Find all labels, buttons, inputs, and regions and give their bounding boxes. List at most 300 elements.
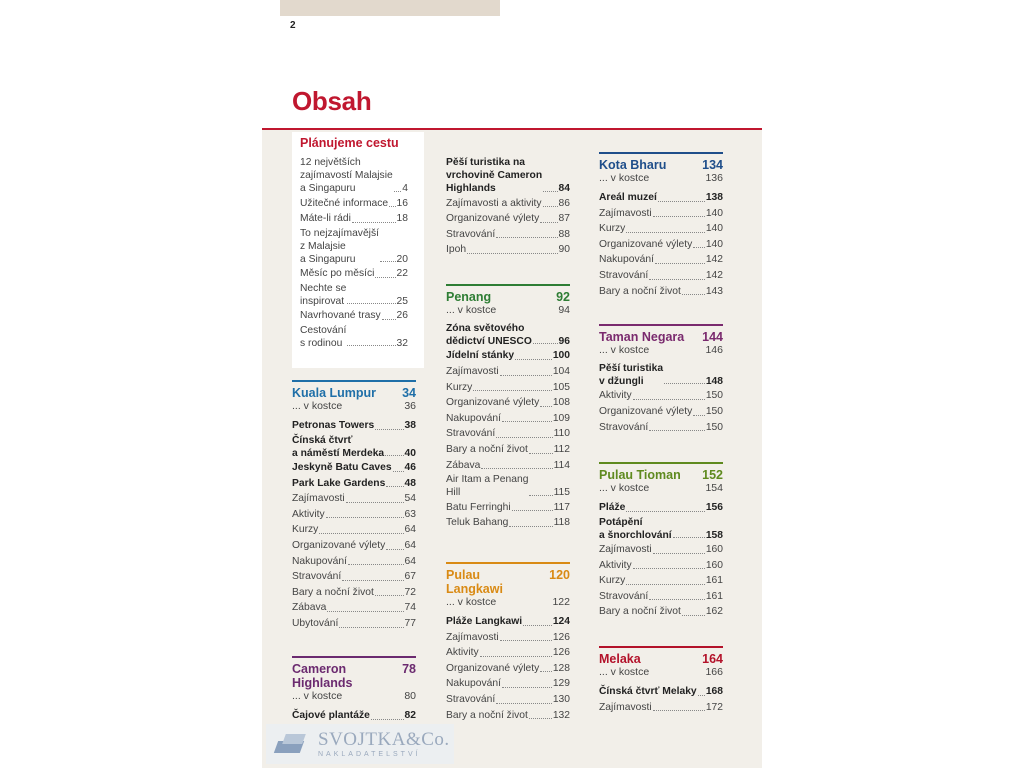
section-overview [292,690,416,702]
toc-leader-dots [393,471,404,472]
toc-entry-page: 109 [552,412,570,424]
toc-leader-dots [543,206,558,207]
toc-entry-page: 160 [705,544,723,555]
toc-entry [446,380,570,396]
toc-entry-page: 22 [396,268,408,280]
toc-entry [599,516,723,542]
toc-entry-page: 64 [404,539,416,551]
toc-entry-page: 25 [396,296,408,308]
section-overview [292,400,416,412]
toc-leader-dots [523,625,552,626]
page-number: 2 [290,20,296,31]
toc-leader-dots [346,502,404,503]
toc-entry [599,604,723,620]
toc-entry-label: Nakupování [446,678,501,690]
toc-entry-label: Navrhované trasy [300,310,381,322]
section-cameron-continued [446,156,570,258]
section-overview [599,666,723,678]
toc-entry-label: Užitečné informace [300,197,389,209]
toc-entry [446,242,570,258]
toc-entry-label: Stravování [446,228,496,240]
toc-entry-page: 108 [552,397,570,409]
toc-entry-label: Organizované výlety [599,406,693,417]
toc-entry-label: Máte-li rádi [300,213,351,225]
publisher-watermark [266,724,454,764]
toc-entry [292,507,416,523]
toc-entry [446,614,570,630]
section-page: 34 [402,386,416,400]
toc-entry [599,206,723,222]
toc-entry [446,630,570,646]
toc-entry-page: 148 [705,376,723,388]
section-rule [292,656,416,658]
toc-entry-page: 114 [553,459,570,471]
section-rule [599,324,723,326]
toc-entry-page: 64 [404,555,416,567]
toc-entry [446,395,570,411]
section-heading [599,158,723,172]
toc-leader-dots [375,277,395,278]
watermark-sub: NAKLADATELSTVÍ [318,750,421,758]
section-name: Pulau Langkawi [446,568,503,596]
section-heading [292,662,416,690]
section-rule [292,380,416,382]
section-kota-bharu [599,152,723,299]
toc-leader-dots [515,359,552,360]
toc-entry-page: 142 [705,254,723,266]
toc-entry-page: 67 [404,571,416,583]
toc-leader-dots [649,279,705,280]
toc-entry [292,460,416,476]
toc-entry-page: 63 [404,508,416,520]
toc-entry-label: Bary a noční život [446,443,528,455]
toc-entry-label: Čínská čtvrť Melaky [599,686,697,697]
toc-entry-label: Zajímavosti a aktivity [446,197,542,209]
toc-entry-page: 104 [552,366,570,377]
toc-entry-page: 86 [558,197,570,209]
toc-leader-dots [626,511,704,512]
toc-entry-label: Kurzy [446,381,473,393]
toc-entry [446,227,570,243]
toc-entry-label: Organizované výlety [446,662,540,674]
section-overview-page: 154 [705,482,723,494]
toc-leader-dots [375,429,403,430]
toc-entry-label: Organizované výlety [446,213,540,225]
toc-entry [446,156,570,196]
toc-leader-dots [496,237,557,238]
toc-entry [599,558,723,574]
section-overview-label: ... v kostce [599,172,650,184]
toc-leader-dots [480,656,552,657]
section-overview-page: 122 [552,596,570,608]
section-name: Taman Negara [599,330,685,344]
toc-leader-dots [658,201,705,202]
toc-leader-dots [509,526,552,527]
toc-leader-dots [347,303,395,304]
toc-entry-label: Stravování [292,571,342,583]
section-overview [446,596,570,608]
toc-leader-dots [653,216,705,217]
toc-entry [446,692,570,708]
section-overview [599,482,723,494]
toc-entry-label: Bary a noční život [599,606,681,618]
toc-entry [292,569,416,585]
toc-entry [599,388,723,404]
section-heading [446,568,570,596]
toc-entry-label: Kurzy [599,575,626,587]
toc-entry [599,500,723,516]
toc-entry [599,573,723,589]
toc-leader-dots [371,719,404,720]
toc-entry-page: 82 [404,710,416,721]
toc-entry-label: 12 největších zajímavostí Malajsie a Singapuru [300,157,393,195]
toc-entry [300,156,408,196]
toc-entry-page: 18 [396,213,408,225]
section-page: 78 [402,662,416,676]
toc-leader-dots [481,468,552,469]
toc-leader-dots [319,533,403,534]
section-rule [599,152,723,154]
toc-entry-label: Nechte se inspirovat [300,283,347,308]
toc-entry [599,190,723,206]
toc-entry-label: Pěší turistika v džungli [599,363,664,388]
toc-leader-dots [394,191,402,192]
toc-entry [446,348,570,364]
toc-entry [599,362,723,388]
toc-entry-label: Bary a noční život [446,709,528,721]
toc-entry [446,676,570,692]
toc-entry-label: Stravování [599,421,649,433]
section-pulau-tioman [599,462,723,620]
toc-leader-dots [352,222,396,223]
toc-entry-label: Zajímavosti [446,631,499,643]
toc-entry-page: 72 [404,586,416,598]
toc-entry-label: Zajímavosti [599,544,652,555]
toc-entry [599,420,723,436]
toc-entry [300,282,408,308]
toc-entry-page: 4 [402,183,408,195]
toc-entry-page: 38 [404,420,416,431]
section-overview-label: ... v kostce [446,304,497,316]
watermark-name: SVOJTKA&Co. [318,728,450,750]
toc-entry-page: 90 [558,244,570,256]
toc-entry [292,616,416,632]
section-name: Cameron Highlands [292,662,353,690]
section-rule [599,646,723,648]
toc-entry [446,661,570,677]
toc-entry-label: Zóna světového dědictví UNESCO [446,323,532,348]
section-heading [599,468,723,482]
toc-leader-dots [626,584,704,585]
section-rule [446,562,570,564]
toc-leader-dots [500,640,552,641]
toc-entry [446,442,570,458]
toc-leader-dots [533,343,558,344]
toc-entry [300,211,408,227]
toc-leader-dots [500,375,552,376]
toc-entry-label: Stravování [599,590,649,602]
toc-entry [446,708,570,724]
toc-entry-page: 84 [558,183,570,195]
toc-entry [599,237,723,253]
toc-entry [599,700,723,716]
toc-entry-page: 172 [705,701,723,713]
toc-entry [446,211,570,227]
toc-entry-page: 162 [705,606,723,618]
section-overview-label: ... v kostce [292,690,343,702]
toc-entry-page: 156 [705,502,723,513]
toc-entry-page: 126 [552,631,570,643]
toc-leader-dots [529,453,553,454]
toc-entry-page: 100 [552,350,570,362]
toc-entry-page: 112 [553,443,570,455]
section-name: Kota Bharu [599,158,667,172]
toc-entry-label: Organizované výlety [599,238,693,250]
toc-leader-dots [540,222,557,223]
section-name: Penang [446,290,492,304]
toc-entry [300,308,408,324]
toc-leader-dots [664,383,705,384]
top-tab-decoration [280,0,500,16]
toc-entry-page: 88 [558,228,570,240]
toc-entry-label: Čínská čtvrť a náměstí Merdeka [292,434,385,459]
toc-entry-label: Stravování [446,693,496,705]
toc-entry [292,418,416,434]
toc-entry-page: 32 [396,338,408,350]
section-page: 152 [702,468,723,482]
toc-leader-dots [633,568,705,569]
toc-entry [599,268,723,284]
toc-entry [300,227,408,267]
toc-entry-label: Nakupování [599,254,654,266]
toc-leader-dots [496,437,552,438]
toc-entry [446,364,570,380]
toc-entry-label: Zajímavosti [292,493,345,505]
toc-leader-dots [633,399,705,400]
section-overview [599,344,723,356]
section-heading [446,290,570,304]
toc-entry-label: Bary a noční život [292,586,374,598]
toc-leader-dots [649,430,705,431]
toc-entry-page: 20 [396,254,408,266]
toc-leader-dots [502,687,552,688]
section-overview-page: 36 [404,400,416,412]
toc-entry-label: Aktivity [292,508,325,520]
section-kuala-lumpur [292,380,416,632]
toc-entry-page: 64 [404,524,416,536]
toc-entry [292,600,416,616]
page-title: Obsah [292,86,372,116]
toc-entry-page: 115 [553,487,570,499]
toc-entry-label: Aktivity [446,647,479,659]
section-heading [292,386,416,400]
toc-leader-dots [347,345,395,346]
toc-entry-page: 110 [553,428,570,440]
toc-entry [292,434,416,460]
toc-entry-label: Čajové plantáže [292,710,370,721]
toc-entry-page: 129 [552,678,570,690]
toc-entry-page: 126 [552,647,570,659]
toc-entry [599,252,723,268]
section-taman-negara [599,324,723,435]
toc-entry-page: 130 [552,693,570,705]
toc-entry-label: Zajímavosti [446,366,499,377]
toc-entry-page: 161 [705,590,723,602]
toc-entry [446,411,570,427]
section-heading [599,330,723,344]
section-page: 164 [702,652,723,666]
toc-leader-dots [386,486,403,487]
toc-entry-label: Aktivity [599,390,632,402]
toc-entry [292,585,416,601]
section-overview-label: ... v kostce [446,596,497,608]
toc-entry [300,266,408,282]
toc-entry [292,491,416,507]
toc-entry-label: Stravování [599,269,649,281]
toc-entry-page: 77 [404,617,416,629]
toc-entry-page: 16 [396,197,408,209]
toc-leader-dots [655,263,705,264]
section-penang [446,284,570,531]
toc-leader-dots [540,406,552,407]
section-rule [599,462,723,464]
toc-leader-dots [540,671,552,672]
toc-entry-page: 142 [705,269,723,281]
toc-entry-page: 140 [705,223,723,235]
toc-entry-label: Kurzy [292,524,319,536]
section-name: Melaka [599,652,641,666]
section-overview-label: ... v kostce [599,666,650,678]
section-rule [446,284,570,286]
toc-leader-dots [339,627,403,628]
toc-entry [292,476,416,492]
toc-entry-label: Pláže Langkawi [446,616,523,627]
toc-entry [446,473,570,499]
toc-entry-label: Nakupování [292,555,347,567]
toc-leader-dots [682,615,705,616]
toc-leader-dots [529,495,552,496]
toc-entry-page: 74 [404,602,416,614]
toc-entry [446,196,570,212]
toc-entry [300,324,408,350]
toc-entry-label: Cestování s rodinou [300,325,347,350]
toc-leader-dots [626,232,704,233]
toc-entry [599,542,723,558]
toc-entry [446,426,570,442]
toc-leader-dots [693,247,705,248]
toc-entry-page: 117 [553,501,570,513]
section-overview-page: 80 [404,690,416,702]
toc-entry-label: Organizované výlety [446,397,540,409]
toc-entry-page: 124 [552,616,570,627]
toc-leader-dots [375,595,404,596]
toc-entry [446,458,570,474]
toc-entry-page: 118 [553,517,570,529]
toc-entry [292,522,416,538]
toc-entry-label: Jídelní stánky [446,350,515,362]
toc-leader-dots [348,564,404,565]
toc-entry-label: Aktivity [599,559,632,571]
section-heading [599,652,723,666]
toc-entry-page: 40 [404,447,416,459]
toc-entry [446,500,570,516]
toc-entry-label: Teluk Bahang [446,517,509,529]
toc-entry-label: Air Itam a Penang Hill [446,474,529,499]
toc-entry-page: 168 [705,686,723,697]
toc-entry-label: Petronas Towers [292,420,375,431]
section-page: 134 [702,158,723,172]
toc-entry-label: Nakupování [446,412,501,424]
toc-entry [599,404,723,420]
toc-entry-label: Kurzy [599,223,626,235]
section-overview-label: ... v kostce [292,400,343,412]
toc-leader-dots [473,390,551,391]
section-name: Kuala Lumpur [292,386,377,400]
toc-entry-label: Zábava [292,602,327,614]
toc-entry-label: Areál muzeí [599,192,657,203]
toc-entry [446,515,570,531]
toc-entry-page: 54 [404,493,416,505]
toc-entry-label: Potápění a šnorchlování [599,516,672,541]
toc-leader-dots [682,294,705,295]
toc-leader-dots [386,549,403,550]
section-overview-page: 94 [558,304,570,316]
toc-entry [446,645,570,661]
toc-leader-dots [389,206,395,207]
toc-leader-dots [673,537,705,538]
toc-leader-dots [496,703,552,704]
section-overview-label: ... v kostce [599,344,650,356]
toc-entry-page: 105 [552,381,570,393]
toc-entry [599,589,723,605]
toc-leader-dots [502,421,552,422]
title-divider [262,128,762,130]
toc-entry-page: 138 [705,192,723,203]
plan-title: Plánujeme cestu [300,136,399,150]
toc-leader-dots [543,191,557,192]
toc-leader-dots [529,718,552,719]
toc-entry [292,554,416,570]
toc-entry-label: Zajímavosti [599,701,652,713]
plan-list [300,156,408,350]
toc-entry-label: Stravování [446,428,496,440]
toc-leader-dots [649,599,705,600]
toc-leader-dots [467,253,557,254]
toc-entry-label: Park Lake Gardens [292,477,386,489]
section-cameron-highlands [292,656,416,724]
toc-entry-page: 140 [705,207,723,219]
toc-entry-page: 150 [705,421,723,433]
toc-leader-dots [512,510,553,511]
toc-entry [292,708,416,724]
toc-entry [599,284,723,300]
toc-entry-label: Jeskyně Batu Caves [292,462,392,473]
toc-entry-page: 87 [558,213,570,225]
toc-entry-label: Ipoh [446,244,467,256]
section-overview [599,172,723,184]
toc-leader-dots [698,695,705,696]
toc-leader-dots [385,455,403,456]
toc-entry [300,196,408,212]
section-overview-page: 136 [705,172,723,184]
toc-entry-label: Batu Ferringhi [446,501,511,513]
toc-entry-page: 143 [705,285,723,297]
toc-entry [599,221,723,237]
plan-section [300,136,408,350]
toc-entry-label: Organizované výlety [292,539,386,551]
publisher-logo-icon [272,731,312,757]
toc-entry-label: Zábava [446,459,481,471]
